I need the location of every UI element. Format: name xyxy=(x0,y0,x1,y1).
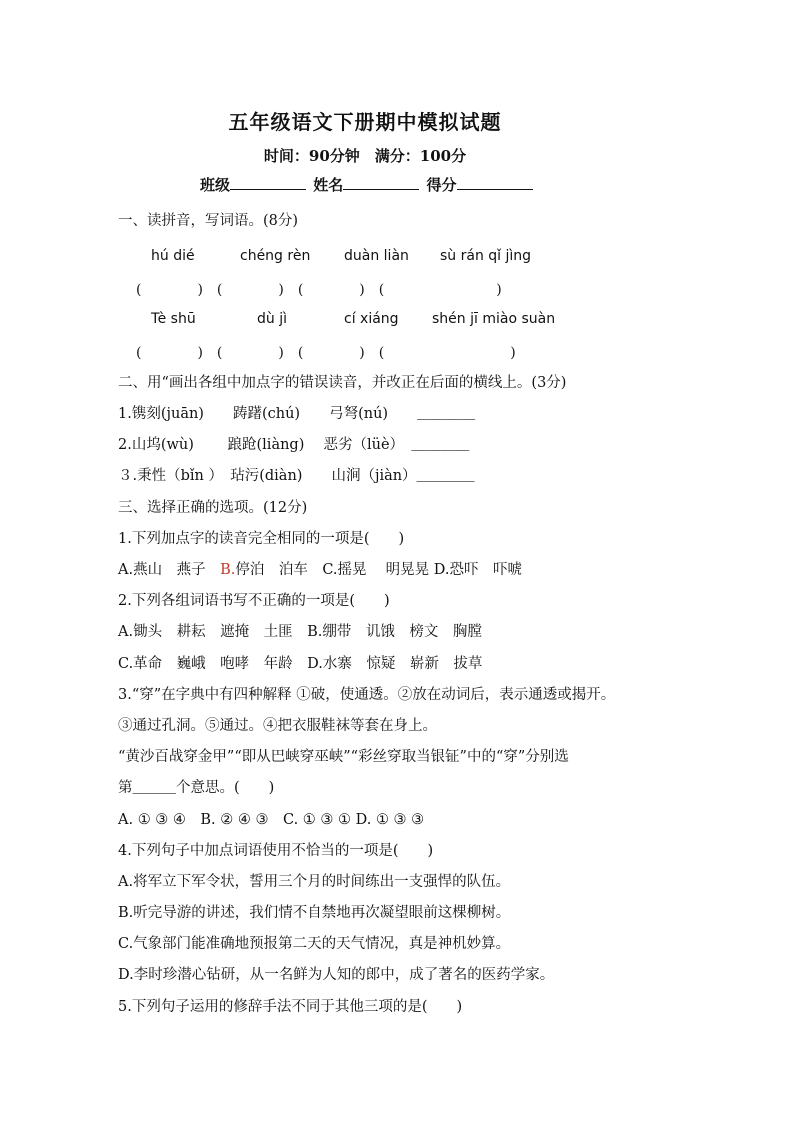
section2-item-1: 1.镌刻(juān) 踌躇(chú) 弓弩(nú) ＿＿＿＿ xyxy=(118,406,476,422)
pinyin-5: Tè shū xyxy=(151,311,196,327)
name-blank[interactable] xyxy=(343,175,419,190)
class-label: 班级 xyxy=(200,176,231,194)
question-2-options-2: C.革命 巍峨 咆哮 年龄 D.水寨 惊疑 崭新 拔草 xyxy=(118,656,483,672)
q1-option-a: A.燕山 燕子 xyxy=(118,562,221,578)
question-5: 5.下列句子运用的修辞手法不同于其他三项的是( ) xyxy=(118,999,463,1015)
question-4-option-d: D.李时珍潜心钻研，从一名鲜为人知的郎中，成了著名的医药学家。 xyxy=(118,967,555,983)
question-1-options xyxy=(118,560,522,580)
question-3-line-2: ③通过孔洞。⑤通过。④把衣服鞋袜等套在身上。 xyxy=(118,718,437,734)
question-3-line-3: “黄沙百战穿金甲”“即从巴峡穿巫峡”“彩丝穿取当银钲”中的“穿”分别选 xyxy=(118,749,569,765)
pinyin-4: sù rán qǐ jìng xyxy=(440,248,532,264)
name-label: 姓名 xyxy=(313,176,344,194)
time-score-line: 时间：90分钟 满分：100分 xyxy=(263,147,467,165)
q1-option-b-label: B. xyxy=(220,562,236,578)
question-1: 1.下列加点字的读音完全相同的一项是( ) xyxy=(118,531,405,547)
page-title: 五年级语文下册期中模拟试题 xyxy=(228,110,502,134)
section3-heading: 三、选择正确的选项。(12分) xyxy=(118,500,308,516)
section2-item-3: ３.秉性（bǐn ） 玷污(diàn) 山涧（jiàn）＿＿＿＿ xyxy=(118,468,475,484)
pinyin-1: hú dié xyxy=(151,248,195,264)
section1-heading: 一、读拼音，写词语。(8分) xyxy=(118,213,299,229)
pinyin-8: shén jī miào suàn xyxy=(432,311,556,327)
question-2: 2.下列各组词语书写不正确的一项是( ) xyxy=(118,593,390,609)
student-info-line xyxy=(200,174,535,195)
pinyin-2: chéng rèn xyxy=(240,248,311,264)
class-blank[interactable] xyxy=(230,175,306,190)
section2-heading: 二、用“画出各组中加点字的错误读音，并改正在后面的横线上。(3分) xyxy=(118,375,567,391)
score-label: 得分 xyxy=(426,176,457,194)
question-4-option-c: C.气象部门能准确地预报第二天的天气情况，真是神机妙算。 xyxy=(118,936,511,952)
question-3-line-4: 第＿＿＿个意思。( ) xyxy=(118,780,275,796)
question-2-options-1: A.锄头 耕耘 遮掩 土匪 B.绷带 讥饿 榜文 胸膛 xyxy=(118,624,482,640)
score-blank[interactable] xyxy=(457,175,533,190)
question-3-line-1: 3.“穿”在字典中有四种解释 ①破，使通透。②放在动词后，表示通透或揭开。 xyxy=(118,687,616,703)
pinyin-6: dù jì xyxy=(257,311,287,327)
question-4-option-b: B.听完导游的讲述，我们情不自禁地再次凝望眼前这棵柳树。 xyxy=(118,905,511,921)
question-3-options: A. ① ③ ④ B. ② ④ ③ C. ① ③ ① D. ① ③ ③ xyxy=(118,812,425,828)
question-4: 4.下列句子中加点词语使用不恰当的一项是( ) xyxy=(118,843,434,859)
pinyin-7: cí xiáng xyxy=(344,311,399,327)
section2-item-2: 2.山坞(wù) 踉跄(liàng) 恶劣（lüè） ＿＿＿＿ xyxy=(118,437,470,453)
answer-parens-row2[interactable]: ( ) ( ) ( ) ( ) xyxy=(136,345,516,361)
q1-option-rest: 停泊 泊车 C.摇晃 明晃晃 D.恐吓 吓唬 xyxy=(235,562,522,578)
answer-parens-row1[interactable]: ( ) ( ) ( ) ( ) xyxy=(136,282,502,298)
question-4-option-a: A.将军立下军令状，誓用三个月的时间练出一支强悍的队伍。 xyxy=(118,874,511,890)
pinyin-3: duàn liàn xyxy=(344,248,409,264)
